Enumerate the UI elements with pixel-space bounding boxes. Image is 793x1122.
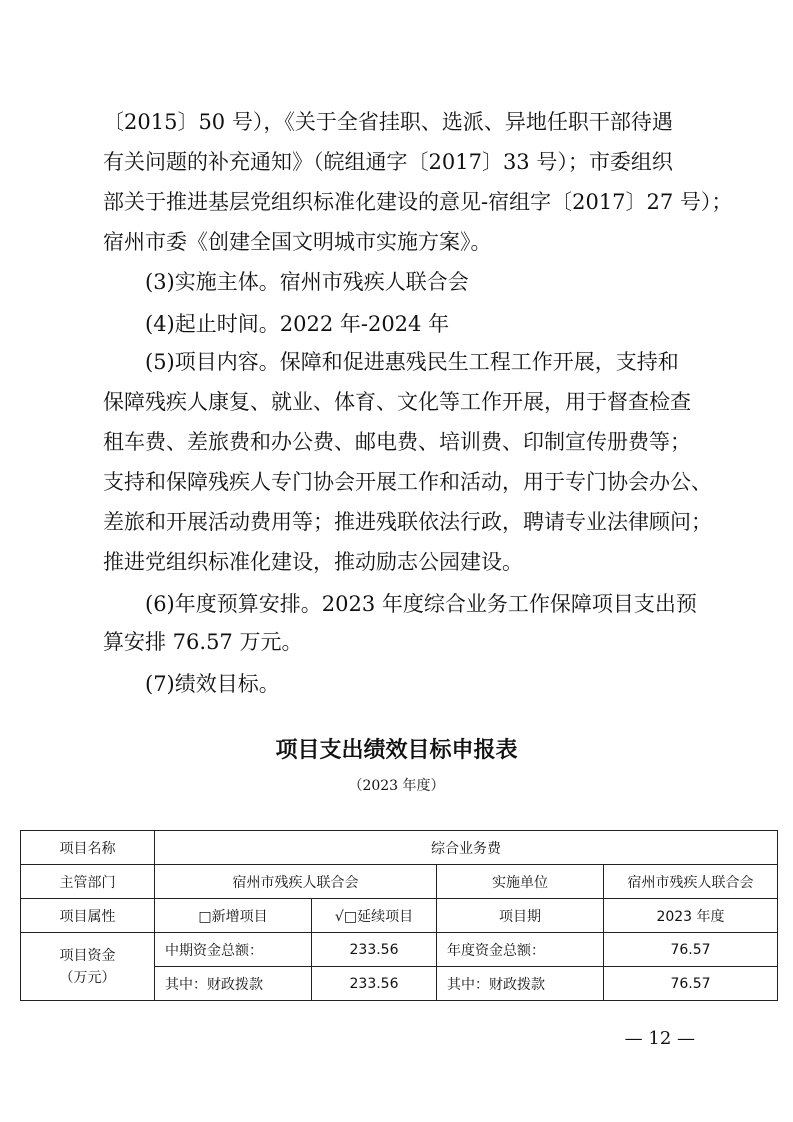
- paragraph-line: 有关问题的补充通知》（皖组通字〔2017〕33 号）；市委组织: [103, 150, 673, 174]
- annual-fiscal-value: 76.57: [604, 967, 778, 1001]
- annual-total-label: 年度资金总额：: [437, 933, 604, 967]
- implementing-unit-label: 实施单位: [437, 865, 604, 899]
- table-row: [21, 865, 778, 899]
- paragraph-line: 算安排 76.57 万元。: [103, 630, 303, 654]
- implementing-unit-value: 宿州市残疾人联合会: [604, 865, 778, 899]
- paragraph-line: (3)实施主体。宿州市残疾人联合会: [145, 270, 469, 294]
- paragraph-line: 部关于推进基层党组织标准化建设的意见-宿组字〔2017〕27 号）；: [103, 190, 733, 214]
- project-name-label: 项目名称: [21, 831, 155, 865]
- paragraph-line: (5)项目内容。保障和促进惠残民生工程工作开展，支持和: [145, 350, 679, 374]
- paragraph-line: 差旅和开展活动费用等；推进残联依法行政，聘请专业法律顾问；: [103, 510, 712, 534]
- project-period-label: 项目期: [437, 899, 604, 933]
- paragraph-line: 保障残疾人康复、就业、体育、文化等工作开展，用于督查检查: [103, 390, 691, 414]
- table-subtitle: （2023 年度）: [348, 778, 445, 794]
- new-project-option: □新增项目: [155, 899, 312, 933]
- mid-term-total-label: 中期资金总额：: [155, 933, 312, 967]
- department-label: 主管部门: [21, 865, 155, 899]
- project-period-value: 2023 年度: [604, 899, 778, 933]
- paragraph-line: 推进党组织标准化建设，推动励志公园建设。: [103, 550, 523, 574]
- table-row: [21, 831, 778, 865]
- paragraph-line: (6)年度预算安排。2023 年度综合业务工作保障项目支出预: [145, 592, 697, 616]
- paragraph-line: (4)起止时间。2022 年-2024 年: [145, 312, 450, 336]
- paragraph-line: 支持和保障残疾人专门协会开展工作和活动，用于专门协会办公、: [103, 470, 712, 494]
- table-title: 项目支出绩效目标申报表: [275, 738, 518, 763]
- paragraph-line: (7)绩效目标。: [145, 672, 280, 696]
- project-attribute-label: 项目属性: [21, 899, 155, 933]
- page-number: — 12 —: [624, 1028, 695, 1049]
- mid-term-fiscal-value: 233.56: [312, 967, 437, 1001]
- table-row: [21, 899, 778, 933]
- paragraph-line: 宿州市委《创建全国文明城市实施方案》。: [103, 230, 492, 254]
- paragraph-line: 〔2015〕50 号），《关于全省挂职、选派、异地任职干部待遇: [103, 110, 673, 134]
- mid-term-fiscal-label: 其中：财政拨款: [155, 967, 312, 1001]
- annual-total-value: 76.57: [604, 933, 778, 967]
- table-row: [21, 933, 778, 967]
- department-value: 宿州市残疾人联合会: [155, 865, 437, 899]
- paragraph-line: 租车费、差旅费和办公费、邮电费、培训费、印制宣传册费等；: [103, 430, 691, 454]
- annual-fiscal-label: 其中：财政拨款: [437, 967, 604, 1001]
- mid-term-total-value: 233.56: [312, 933, 437, 967]
- project-name-value: 综合业务费: [155, 831, 778, 865]
- performance-target-table: [20, 830, 778, 1001]
- continuing-project-option: √□延续项目: [312, 899, 437, 933]
- project-funds-label: 项目资金 （万元）: [21, 933, 155, 1001]
